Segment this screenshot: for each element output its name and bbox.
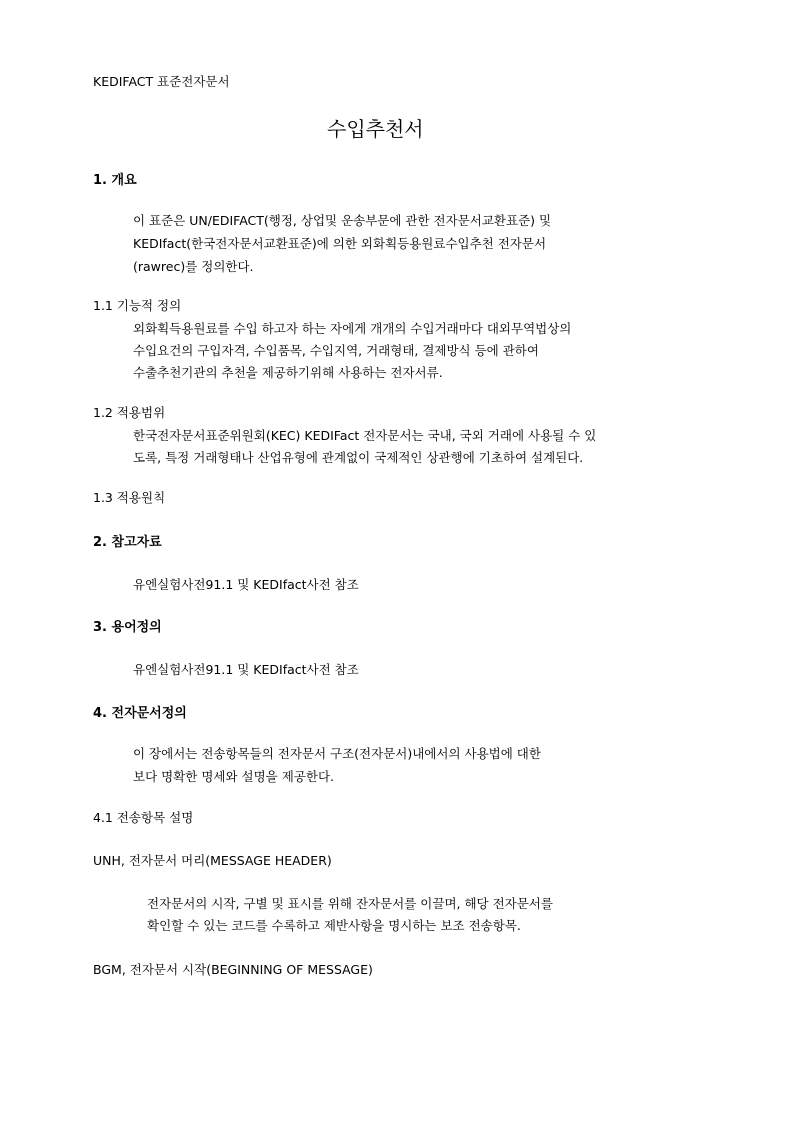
section-4-line: 보다 명확한 명세와 설명을 제공한다.: [133, 769, 334, 784]
section-1-2-line: 도록, 특정 거래형태나 산업유형에 관계없이 국제적인 상관행에 기초하여 설계된다.: [133, 450, 584, 465]
section-4-1-heading: 4.1 전송항목 설명: [93, 810, 194, 825]
section-1-1-line: 수입요건의 구입자격, 수입품목, 수입지역, 거래형태, 결제방식 등에 관하여: [133, 343, 539, 358]
unh-line: 전자문서의 시작, 구별 및 표시를 위해 잔자문서를 이끌며, 해당 전자문서를: [147, 896, 553, 911]
section-1-line: KEDIfact(한국전자문서교환표준)에 의한 외화획등용원료수입추천 전자문서: [133, 236, 547, 251]
document-header: KEDIFACT 표준전자문서: [93, 74, 230, 89]
section-1-heading: 1. 개요: [93, 173, 137, 188]
unh-heading: UNH, 전자문서 머리(MESSAGE HEADER): [93, 853, 332, 868]
section-1-2-line: 한국전자문서표준위원회(KEC) KEDIFact 전자문서는 국내, 국외 거래에 사용될 수 있: [133, 428, 597, 443]
document-title: 수입추천서: [327, 117, 424, 141]
section-2-line: 유엔실험사전91.1 및 KEDIfact사전 참조: [133, 577, 359, 592]
section-1-3-heading: 1.3 적용원칙: [93, 490, 166, 505]
section-1-1-line: 외화획득용원료를 수입 하고자 하는 자에게 개개의 수입거래마다 대외무역법상의: [133, 321, 572, 336]
section-4-heading: 4. 전자문서정의: [93, 706, 187, 721]
section-1-1-line: 수출추천기관의 추천을 제공하기위해 사용하는 전자서류.: [133, 365, 443, 380]
section-1-2-heading: 1.2 적용범위: [93, 405, 166, 420]
section-1-line: (rawrec)를 정의한다.: [133, 259, 254, 274]
section-4-line: 이 장에서는 전송항목들의 전자문서 구조(전자문서)내에서의 사용법에 대한: [133, 746, 541, 761]
section-3-heading: 3. 용어정의: [93, 620, 162, 635]
section-1-1-heading: 1.1 기능적 정의: [93, 298, 182, 313]
section-1-line: 이 표준은 UN/EDIFACT(행정, 상업및 운송부문에 관한 전자문서교환표준) 및: [133, 213, 552, 228]
unh-line: 확인할 수 있는 코드를 수록하고 제반사항을 명시하는 보조 전송항목.: [147, 918, 521, 933]
section-3-line: 유엔실험사전91.1 및 KEDIfact사전 참조: [133, 662, 359, 677]
section-2-heading: 2. 참고자료: [93, 535, 162, 550]
bgm-heading: BGM, 전자문서 시작(BEGINNING OF MESSAGE): [93, 962, 373, 977]
